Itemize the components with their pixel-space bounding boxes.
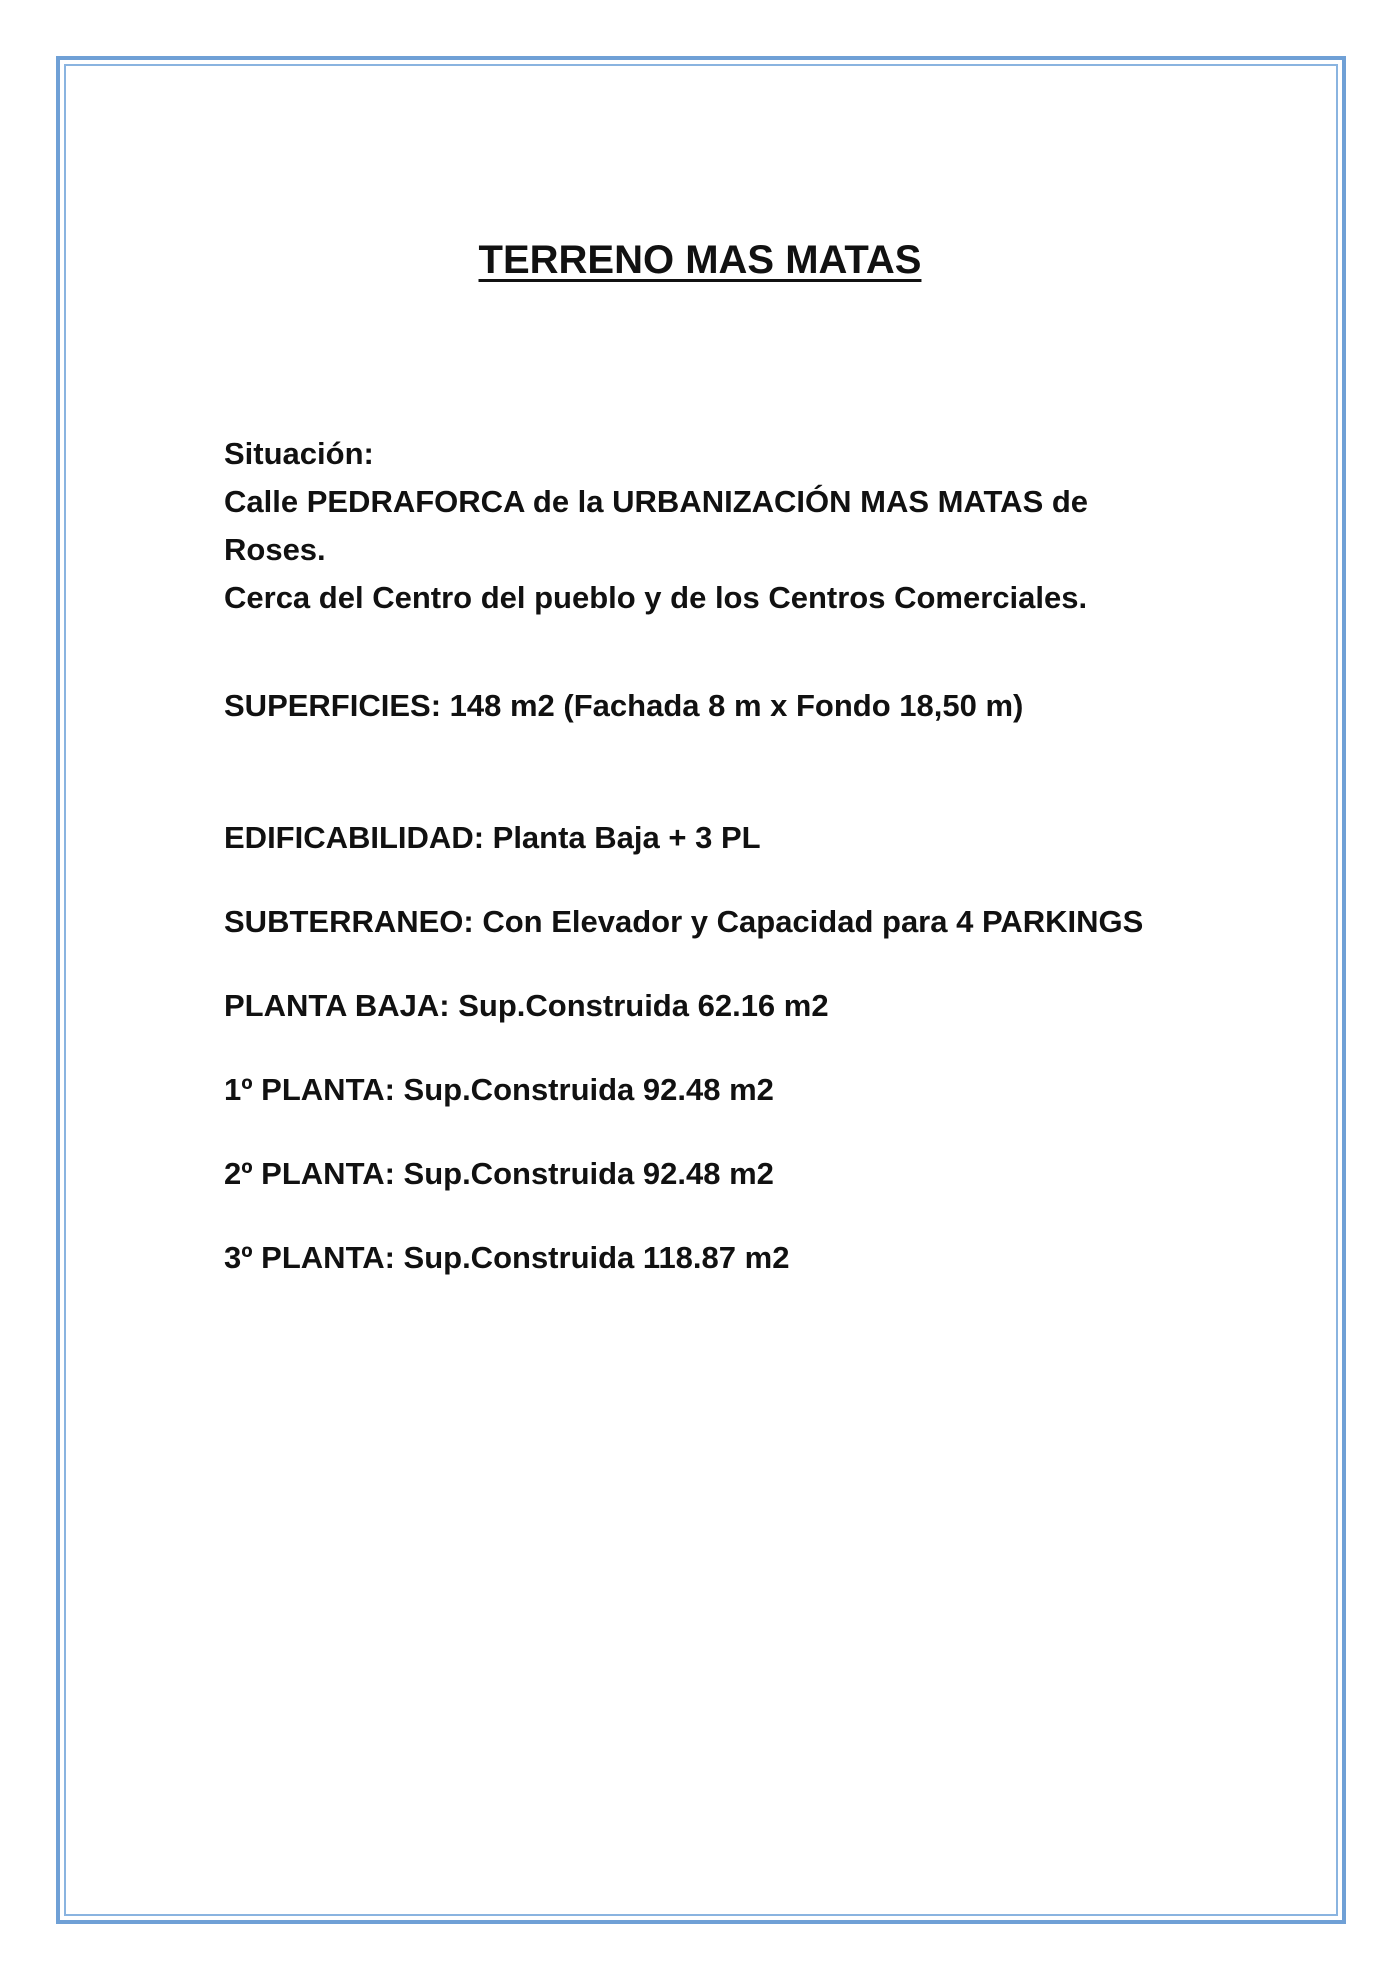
- document-title-text: TERRENO MAS MATAS: [478, 238, 922, 282]
- planta-baja-line: PLANTA BAJA: Sup.Construida 62.16 m2: [224, 988, 829, 1023]
- situacion-label: Situación:: [224, 436, 374, 471]
- planta-3-line: 3º PLANTA: Sup.Construida 118.87 m2: [224, 1240, 790, 1275]
- situacion-line-1: Calle PEDRAFORCA de la URBANIZACIÓN MAS MATAS de: [224, 484, 1089, 519]
- situacion-line-2: Roses.: [224, 532, 326, 567]
- planta-2-line: 2º PLANTA: Sup.Construida 92.48 m2: [224, 1156, 774, 1191]
- document-body: [224, 430, 1224, 1282]
- document-title: [0, 236, 1400, 284]
- superficies-line: SUPERFICIES: 148 m2 (Fachada 8 m x Fondo 18,50 m): [224, 688, 1024, 723]
- edificabilidad-line: EDIFICABILIDAD: Planta Baja + 3 PL: [224, 820, 761, 855]
- situacion-line-3: Cerca del Centro del pueblo y de los Centros Comerciales.: [224, 580, 1088, 615]
- subterraneo-line: SUBTERRANEO: Con Elevador y Capacidad para 4 PARKINGS: [224, 904, 1144, 939]
- planta-1-line: 1º PLANTA: Sup.Construida 92.48 m2: [224, 1072, 774, 1107]
